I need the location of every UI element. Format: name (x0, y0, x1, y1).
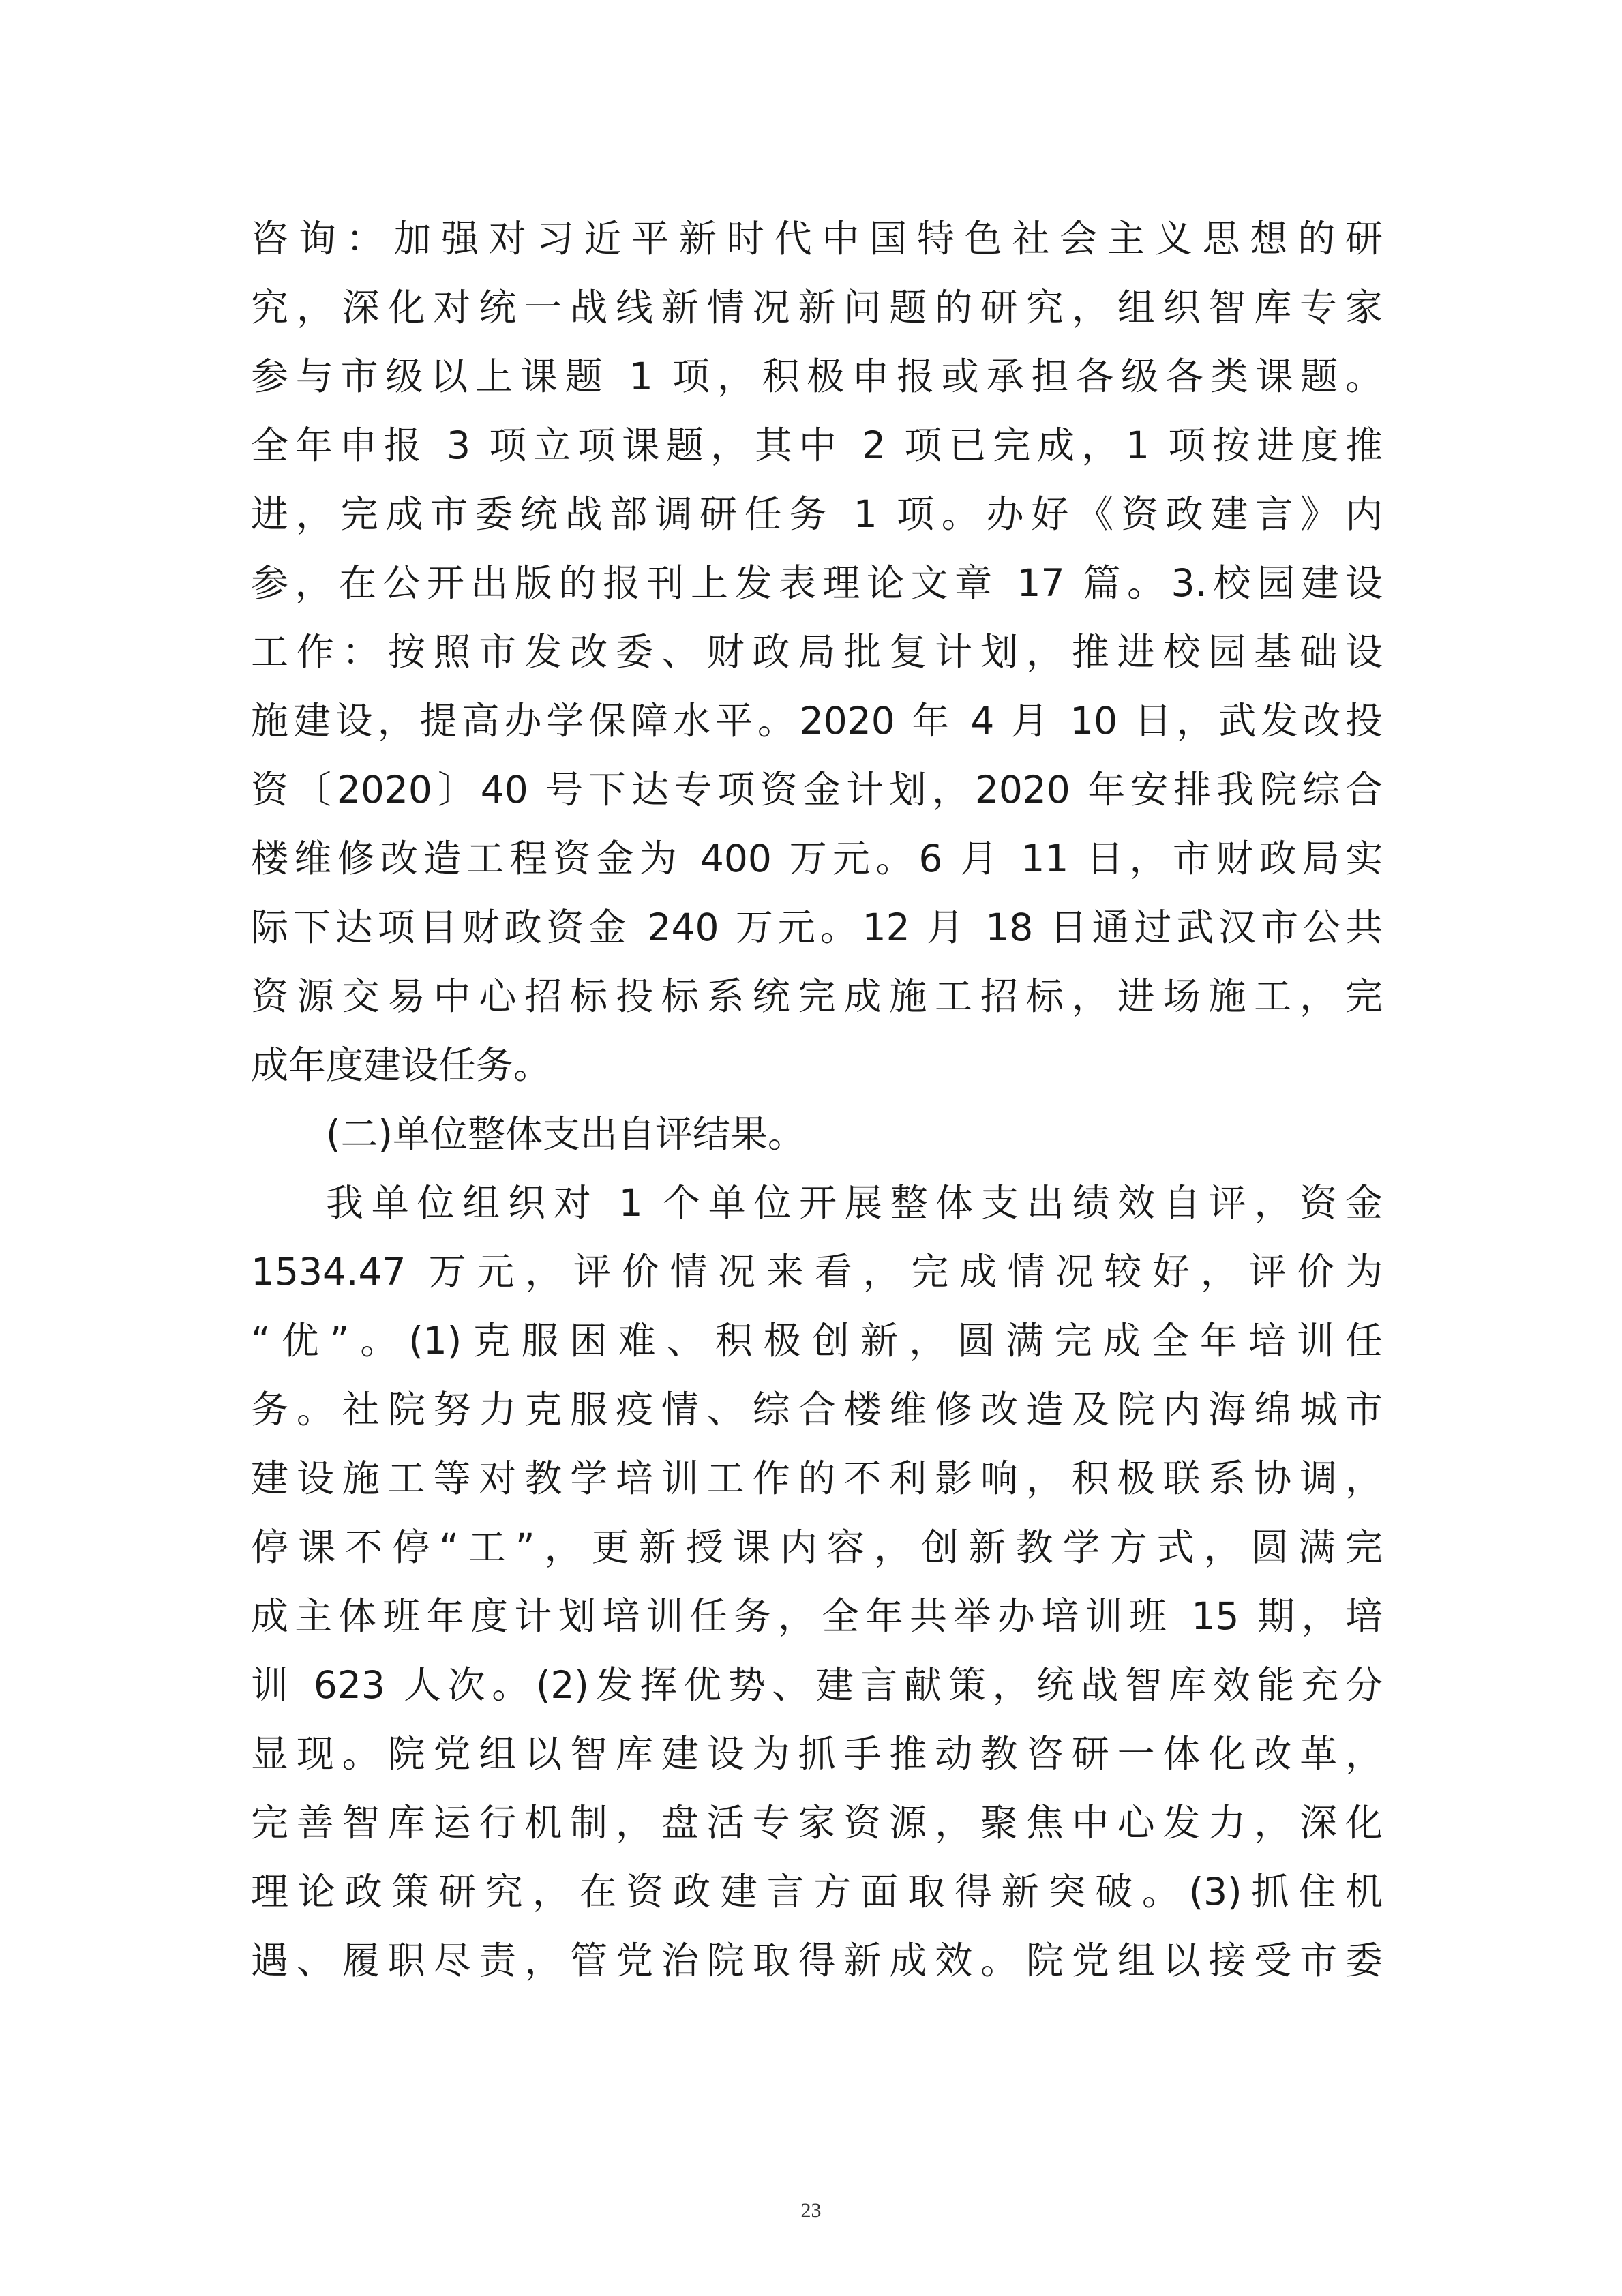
text-line: 务。社院努力克服疫情、综合楼维修改造及院内海绵城市 (251, 1388, 1383, 1431)
text-line: 成年度建设任务。 (251, 1043, 552, 1087)
text-line: 1534.47 万元，评价情况来看，完成情况较好，评价为 (251, 1250, 1383, 1294)
text-line: 建设施工等对教学培训工作的不利影响，积极联系协调， (251, 1457, 1383, 1500)
text-line: 咨询：加强对习近平新时代中国特色社会主义思想的研 (251, 217, 1383, 260)
body-text (251, 205, 1383, 1995)
text-line: 遇、履职尽责，管党治院取得新成效。院党组以接受市委 (251, 1939, 1383, 1982)
text-line: 参，在公开出版的报刊上发表理论文章 17 篇。3.校园建设 (251, 561, 1383, 605)
text-line: 完善智库运行机制，盘活专家资源，聚焦中心发力，深化 (251, 1801, 1383, 1845)
paragraph-first-line: 我单位组织对 1 个单位开展整体支出绩效自评，资金 (326, 1181, 1383, 1225)
text-line: 施建设，提高办学保障水平。2020 年 4 月 10 日，武发改投 (251, 699, 1383, 743)
text-line: 理论政策研究，在资政建言方面取得新突破。(3)抓住机 (251, 1870, 1383, 1913)
section-heading: (二)单位整体支出自评结果。 (326, 1112, 805, 1156)
text-line: 资源交易中心招标投标系统完成施工招标，进场施工，完 (251, 974, 1383, 1018)
text-line: 资〔2020〕40 号下达专项资金计划，2020 年安排我院综合 (251, 768, 1383, 811)
text-line: 工作：按照市发改委、财政局批复计划，推进校园基础设 (251, 630, 1383, 674)
text-line: 楼维修改造工程资金为 400 万元。6 月 11 日，市财政局实 (251, 837, 1383, 880)
text-line: “优”。(1)克服困难、积极创新，圆满完成全年培训任 (251, 1319, 1383, 1362)
text-line: 停课不停“工”，更新授课内容，创新教学方式，圆满完 (251, 1525, 1383, 1569)
text-line: 训 623 人次。(2)发挥优势、建言献策，统战智库效能充分 (251, 1663, 1383, 1707)
text-line: 进，完成市委统战部调研任务 1 项。办好《资政建言》内 (251, 492, 1383, 536)
text-line: 际下达项目财政资金 240 万元。12 月 18 日通过武汉市公共 (251, 906, 1383, 949)
text-line: 究，深化对统一战线新情况新问题的研究，组织智库专家 (251, 286, 1383, 329)
text-line: 参与市级以上课题 1 项，积极申报或承担各级各类课题。 (251, 355, 1383, 398)
text-line: 成主体班年度计划培训任务，全年共举办培训班 15 期，培 (251, 1594, 1383, 1638)
text-line: 显现。院党组以智库建设为抓手推动教咨研一体化改革， (251, 1732, 1383, 1776)
page-number: 23 (800, 2199, 822, 2222)
text-line: 全年申报 3 项立项课题，其中 2 项已完成，1 项按进度推 (251, 423, 1383, 467)
